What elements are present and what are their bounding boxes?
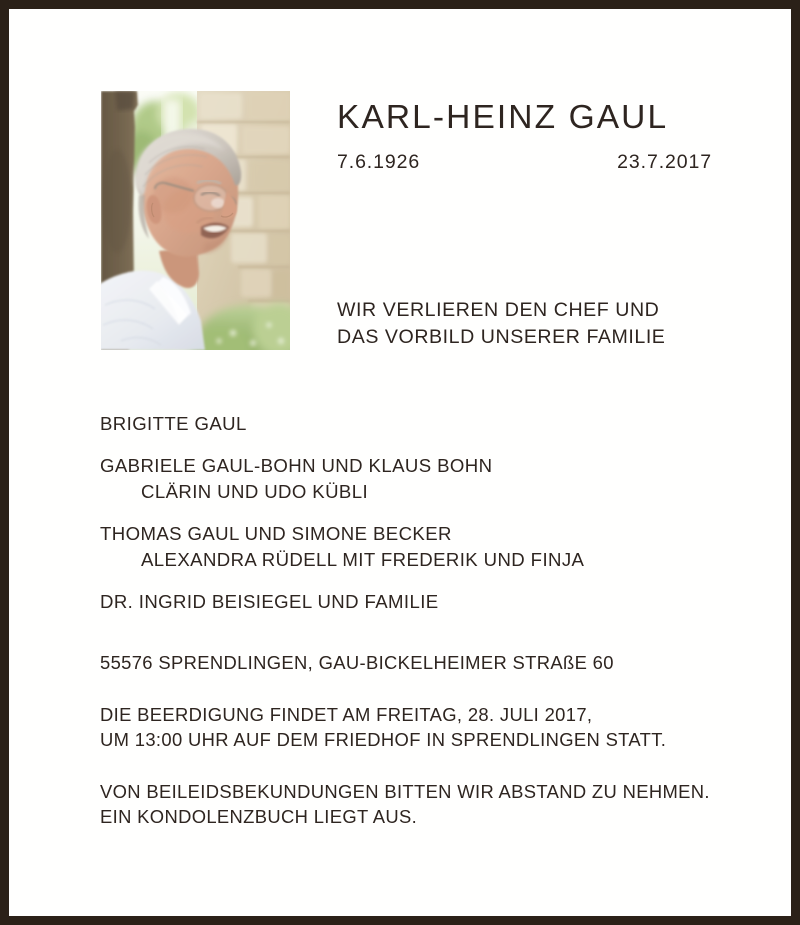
header-block	[337, 101, 712, 174]
life-dates	[337, 151, 712, 174]
notice-body	[9, 9, 791, 916]
address-group	[100, 650, 740, 676]
condolence-line: VON BEILEIDSBEKUNDUNGEN BITTEN WIR ABSTAND ZU NEHMEN.	[100, 780, 710, 802]
mourner-line: THOMAS GAUL UND SIMONE BECKER	[100, 523, 452, 544]
funeral-line: UM 13:00 UHR AUF DEM FRIEDHOF IN SPRENDLINGEN STATT.	[100, 729, 667, 750]
mourner-group	[100, 411, 720, 437]
mourner-line: CLÄRIN UND UDO KÜBLI	[141, 481, 369, 502]
funeral-group	[100, 702, 740, 753]
mourner-line: ALEXANDRA RÜDELL MIT FREDERIK UND FINJA	[141, 549, 585, 570]
death-date: 23.7.2017	[617, 151, 712, 174]
mourners-block	[100, 411, 720, 615]
portrait-photo-image	[101, 91, 290, 350]
condolence-group	[100, 779, 740, 830]
birth-date: 7.6.1926	[337, 151, 421, 174]
portrait-photo	[101, 91, 290, 350]
mourner-group	[100, 453, 720, 505]
mourner-line: BRIGITTE GAUL	[100, 413, 247, 434]
mourner-group	[100, 589, 720, 615]
details-block	[100, 650, 740, 830]
tribute-line: WIR VERLIEREN DEN CHEF UND	[337, 299, 660, 321]
mourner-group	[100, 521, 720, 573]
condolence-line: EIN KONDOLENZBUCH LIEGT AUS.	[100, 806, 418, 827]
tribute-block	[337, 297, 737, 351]
mourner-line: DR. INGRID BEISIEGEL UND FAMILIE	[100, 591, 439, 612]
mourner-line: GABRIELE GAUL-BOHN UND KLAUS BOHN	[100, 455, 493, 476]
funeral-line: DIE BEERDIGUNG FINDET AM FREITAG, 28. JULI 2017,	[100, 703, 593, 725]
deceased-name: KARL-HEINZ GAUL	[337, 99, 669, 136]
tribute-line: DAS VORBILD UNSERER FAMILIE	[337, 326, 666, 348]
address-line: 55576 SPRENDLINGEN, GAU-BICKELHEIMER STRAßE 60	[100, 652, 614, 673]
